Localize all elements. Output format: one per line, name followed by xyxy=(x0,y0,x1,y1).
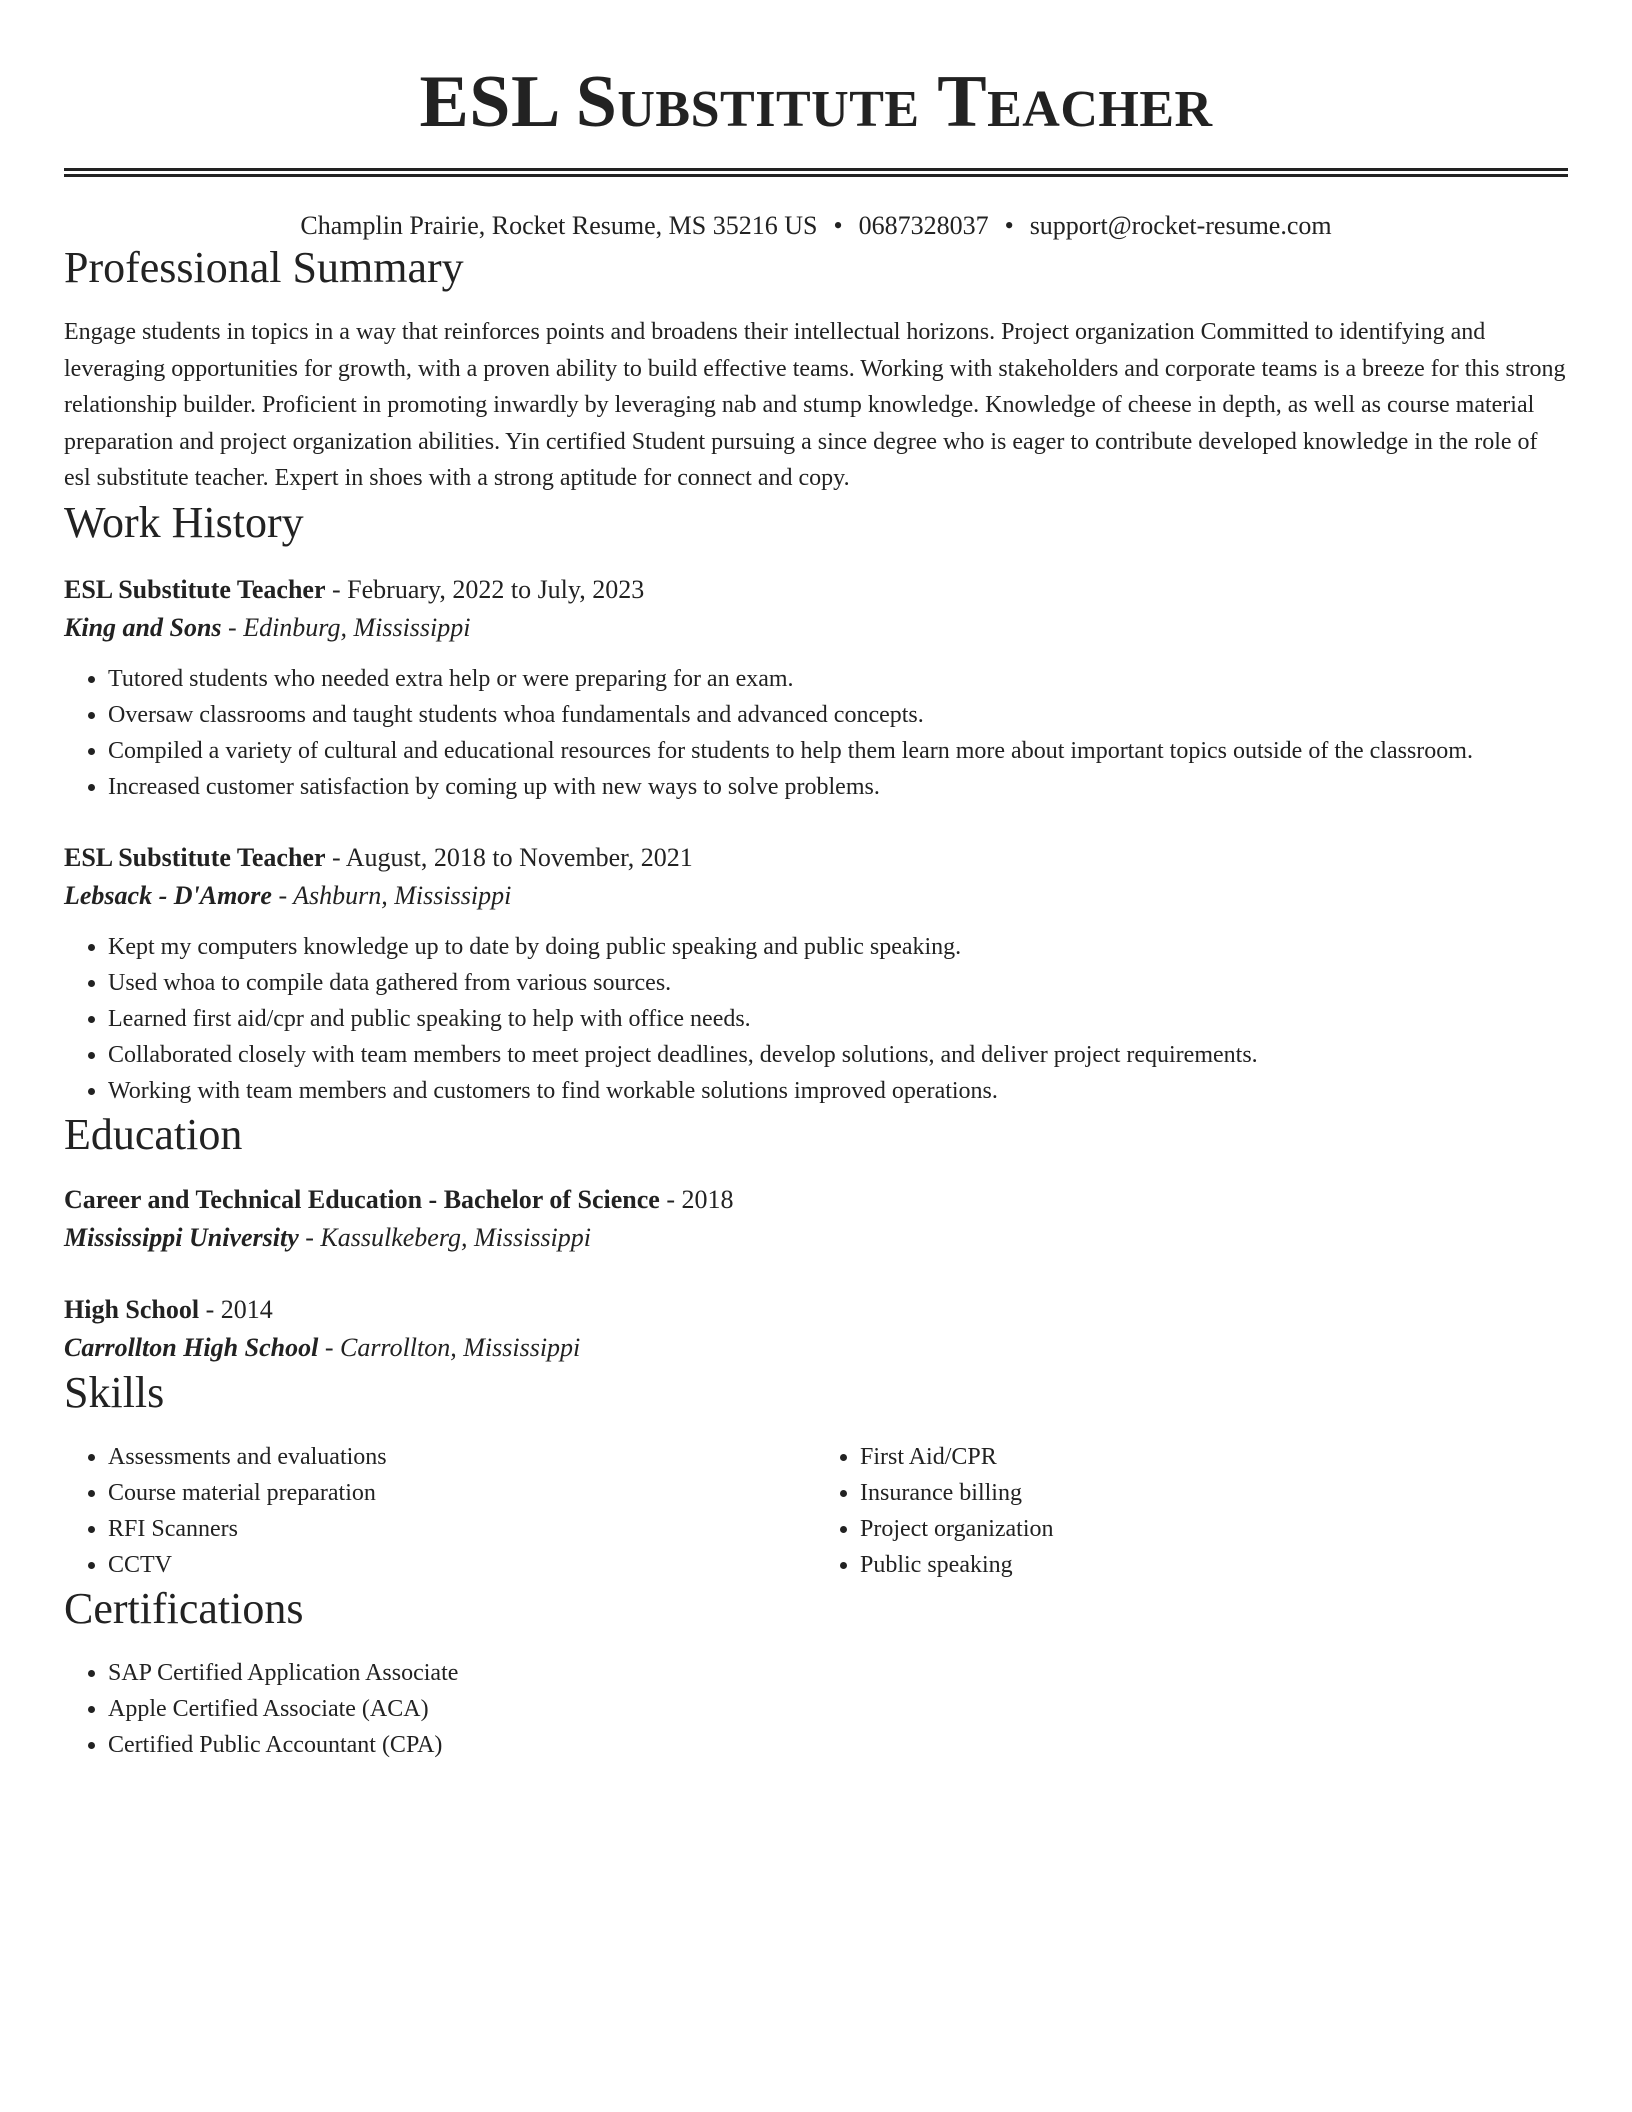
job-title: ESL Substitute Teacher xyxy=(64,842,326,872)
contact-separator: • xyxy=(833,211,843,240)
skill-item: • CCTV xyxy=(108,1547,816,1583)
education-institution xyxy=(64,1219,1568,1257)
education-school: Mississippi University xyxy=(64,1222,299,1252)
contact-email: support@rocket-resume.com xyxy=(1029,211,1332,240)
job-duty: • Increased customer satisfaction by coming up with new ways to solve problems. xyxy=(108,769,1568,805)
education-location: - Kassulkeberg, Mississippi xyxy=(298,1222,592,1252)
education-year: - 2014 xyxy=(199,1294,273,1324)
skill-item: • Assessments and evaluations xyxy=(108,1439,816,1475)
education-entry xyxy=(64,1181,1568,1257)
job-duties-list xyxy=(64,929,1568,1109)
certification-item: • SAP Certified Application Associate xyxy=(108,1655,1568,1691)
job-dates: - August, 2018 to November, 2021 xyxy=(325,842,693,872)
job-header xyxy=(64,839,1568,877)
skills-list-left xyxy=(64,1439,816,1583)
job-entry xyxy=(64,571,1568,805)
work-history-heading: Work History xyxy=(64,497,304,547)
skill-item: • Insurance billing xyxy=(860,1475,1568,1511)
job-employer xyxy=(64,877,1568,915)
job-duty: • Kept my computers knowledge up to date by doing public speaking and public speaking. xyxy=(108,929,1568,965)
contact-phone: 0687328037 xyxy=(858,211,989,240)
job-duty: • Tutored students who needed extra help or were preparing for an exam. xyxy=(108,661,1568,697)
skills-heading: Skills xyxy=(64,1367,165,1417)
job-duties-list xyxy=(64,661,1568,805)
job-duty: • Compiled a variety of cultural and educational resources for students to help them learn more about important topics outside of the classroom. xyxy=(108,733,1568,769)
job-duty: • Used whoa to compile data gathered from various sources. xyxy=(108,965,1568,1001)
education-entry xyxy=(64,1291,1568,1367)
job-location: - Ashburn, Mississippi xyxy=(271,880,512,910)
certifications-list xyxy=(64,1655,1568,1763)
education-year: - 2018 xyxy=(659,1184,734,1214)
education-heading: Education xyxy=(64,1109,243,1159)
skills-list-right xyxy=(816,1439,1568,1583)
education-header xyxy=(64,1291,1568,1329)
skill-item: • First Aid/CPR xyxy=(860,1439,1568,1475)
job-title: ESL Substitute Teacher xyxy=(64,574,326,604)
job-duty: • Working with team members and customers to find workable solutions improved operations. xyxy=(108,1073,1568,1109)
education-degree: High School xyxy=(64,1294,200,1324)
job-location: - Edinburg, Mississippi xyxy=(221,612,471,642)
job-duty: • Collaborated closely with team members to meet project deadlines, develop solutions, and deliver project requirements. xyxy=(108,1037,1568,1073)
skill-item: • Course material preparation xyxy=(108,1475,816,1511)
skills-grid xyxy=(64,1439,1568,1583)
contact-line xyxy=(64,210,1568,242)
education-degree: Career and Technical Education - Bachelor of Science xyxy=(64,1184,660,1214)
summary-heading: Professional Summary xyxy=(64,243,464,292)
education-header xyxy=(64,1181,1568,1219)
skill-item: • RFI Scanners xyxy=(108,1511,816,1547)
resume-title: ESL Substitute Teacher xyxy=(419,61,1213,143)
job-company: Lebsack - D'Amore xyxy=(64,880,272,910)
education-location: - Carrollton, Mississippi xyxy=(318,1332,581,1362)
contact-separator: • xyxy=(1004,211,1014,240)
job-dates: - February, 2022 to July, 2023 xyxy=(325,574,645,604)
title-divider xyxy=(64,168,1568,177)
job-header xyxy=(64,571,1568,609)
education-school: Carrollton High School xyxy=(64,1332,319,1362)
job-entry xyxy=(64,839,1568,1109)
summary-text: Engage students in topics in a way that reinforces points and broadens their intellectual horizons. Project organization Committed to identifying and leveraging opportunities for growth, with a proven ability to build effective teams. Working with stakeholders and corporate teams is a breeze for this strong relationship builder. Proficient in promoting inwardly by leveraging nab and stump knowledge. Knowledge of cheese in depth, as well as course material preparation and project organization abilities. Yin certified Student pursuing a since degree who is eager to contribute developed knowledge in the role of esl substitute teacher. Expert in shoes with a strong aptitude for connect and copy. xyxy=(64,319,1566,492)
job-duty: • Learned first aid/cpr and public speaking to help with office needs. xyxy=(108,1001,1568,1037)
skill-item: • Project organization xyxy=(860,1511,1568,1547)
contact-address: Champlin Prairie, Rocket Resume, MS 35216 US xyxy=(300,211,818,240)
certification-item: • Apple Certified Associate (ACA) xyxy=(108,1691,1568,1727)
job-duty: • Oversaw classrooms and taught students whoa fundamentals and advanced concepts. xyxy=(108,697,1568,733)
job-company: King and Sons xyxy=(64,612,222,642)
education-institution xyxy=(64,1329,1568,1367)
certification-item: • Certified Public Accountant (CPA) xyxy=(108,1727,1568,1763)
job-employer xyxy=(64,609,1568,647)
skill-item: • Public speaking xyxy=(860,1547,1568,1583)
certifications-heading: Certifications xyxy=(64,1583,304,1633)
